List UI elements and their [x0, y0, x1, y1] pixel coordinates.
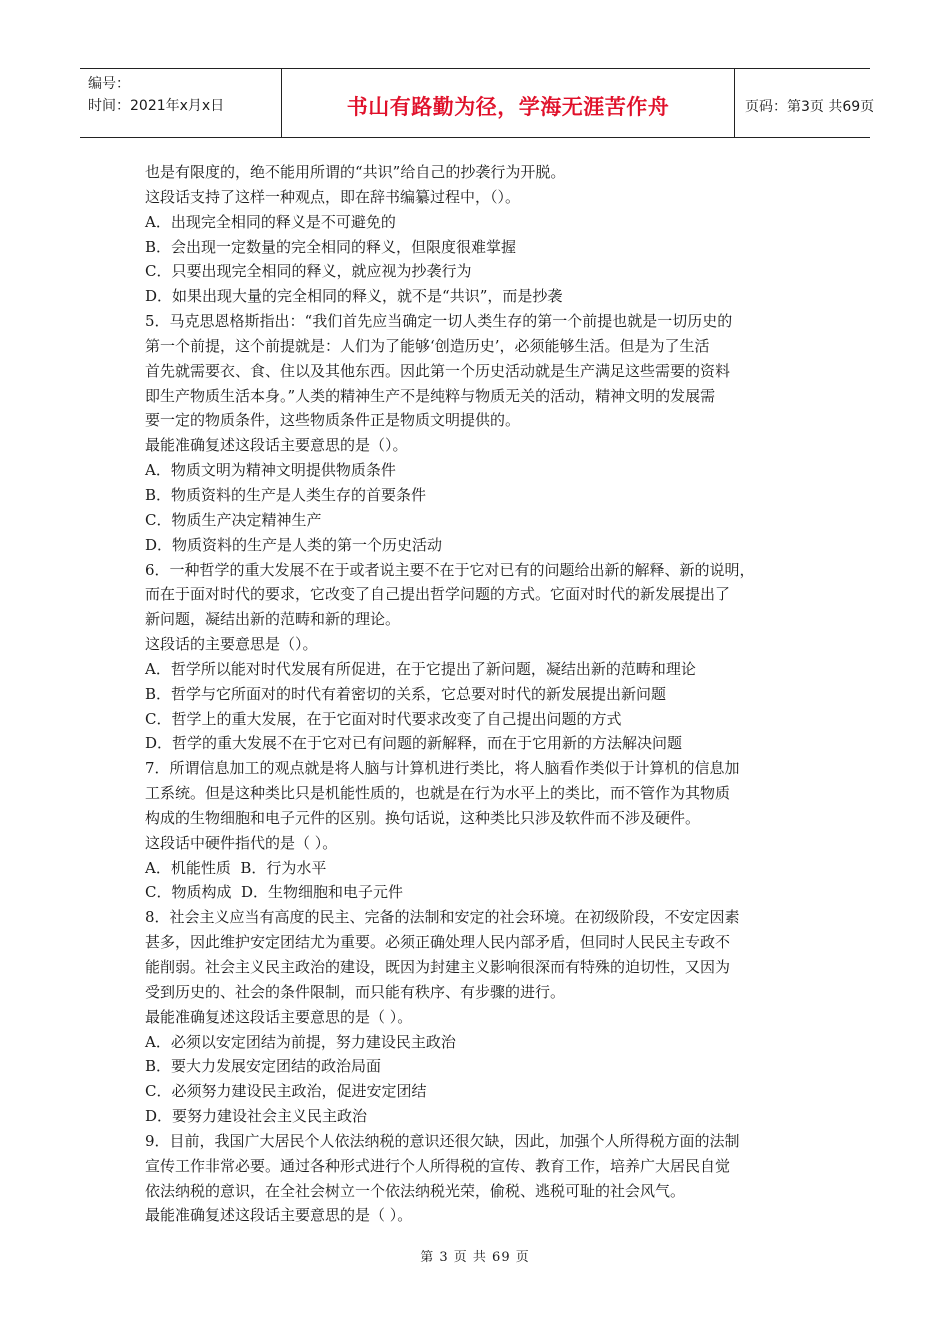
text-line: 6．一种哲学的重大发展不在于或者说主要不在于它对已有的问题给出新的解释、新的说明，: [145, 560, 755, 579]
text-line: A．哲学所以能对时代发展有所促进，在于它提出了新问题，凝结出新的范畴和理论: [145, 659, 696, 678]
text-line: 7．所谓信息加工的观点就是将人脑与计算机进行类比，将人脑看作类似于计算机的信息加: [145, 759, 740, 778]
page-footer: 第 3 页 共 69 页: [420, 1250, 530, 1265]
text-line: B．要大力发展安定团结的政治局面: [145, 1057, 382, 1076]
text-line: 受到历史的、社会的条件限制，而只能有秩序、有步骤的进行。: [145, 982, 566, 1001]
text-line: 首先就需要衣、食、住以及其他东西。因此第一个历史活动就是生产满足这些需要的资料: [145, 361, 731, 380]
text-line: A．出现完全相同的释义是不可避免的: [145, 212, 396, 231]
text-line: 甚多，因此维护安定团结尤为重要。必须正确处理人民内部矛盾，但同时人民民主专政不: [145, 933, 731, 952]
text-line: B．会出现一定数量的完全相同的释义，但限度很难掌握: [145, 237, 517, 256]
text-line: 最能准确复述这段话主要意思的是（）。: [145, 436, 408, 455]
text-line: B．哲学与它所面对的时代有着密切的关系，它总要对时代的新发展提出新问题: [145, 684, 667, 703]
text-line: C．必须努力建设民主政治，促进安定团结: [145, 1082, 427, 1101]
document-body: [145, 160, 815, 1228]
text-line: 这段话的主要意思是（）。: [145, 635, 318, 654]
text-line: 依法纳税的意识，在全社会树立一个依法纳税光荣，偷税、逃税可耻的社会风气。: [145, 1181, 686, 1200]
text-line: C．物质生产决定精神生产: [145, 510, 322, 529]
text-line: 这段话支持了这样一种观点，即在辞书编纂过程中，（）。: [145, 187, 521, 206]
page-header: [80, 68, 875, 138]
header-page-label: 页码：第3页 共69页: [745, 99, 875, 115]
text-line: A．必须以安定团结为前提，努力建设民主政治: [145, 1032, 456, 1051]
header-meta: [80, 69, 282, 137]
text-line: 第一个前提，这个前提就是：人们为了能够‘创造历史’，必须能够生活。但是为了生活: [145, 336, 710, 355]
text-line: A．机能性质 B．行为水平: [145, 858, 327, 877]
text-line: A．物质文明为精神文明提供物质条件: [145, 461, 396, 480]
text-line: 9．目前，我国广大居民个人依法纳税的意识还很欠缺，因此，加强个人所得税方面的法制: [145, 1131, 740, 1150]
text-line: 8．社会主义应当有高度的民主、完备的法制和安定的社会环境。在初级阶段，不安定因素: [145, 908, 740, 927]
date-label: 时间：2021年x月x日: [88, 98, 225, 114]
text-line: C．只要出现完全相同的释义，就应视为抄袭行为: [145, 262, 472, 281]
text-line: 能削弱。社会主义民主政治的建设，既因为封建主义影响很深而有特殊的迫切性，又因为: [145, 958, 731, 976]
text-line: D．哲学的重大发展不在于它对已有问题的新解释，而在于它用新的方法解决问题: [145, 734, 683, 753]
text-line: 也是有限度的，绝不能用所谓的“共识”给自己的抄袭行为开脱。: [145, 163, 566, 181]
text-line: C．哲学上的重大发展，在于它面对时代要求改变了自己提出问题的方式: [145, 709, 622, 728]
number-label: 编号：: [88, 76, 130, 92]
text-line: B．物质资料的生产是人类生存的首要条件: [145, 485, 427, 504]
text-line: 工系统。但是这种类比只是机能性质的，也就是在行为水平上的类比，而不管作为其物质: [145, 784, 731, 803]
text-line: 要一定的物质条件，这些物质条件正是物质文明提供的。: [145, 411, 521, 430]
text-line: 最能准确复述这段话主要意思的是（ ）。: [145, 1007, 413, 1026]
text-line: 最能准确复述这段话主要意思的是（ ）。: [145, 1206, 413, 1225]
text-line: D．如果出现大量的完全相同的释义，就不是“共识”，而是抄袭: [145, 287, 563, 306]
text-line: 新问题，凝结出新的范畴和新的理论。: [145, 610, 401, 629]
text-line: D．要努力建设社会主义民主政治: [145, 1107, 368, 1126]
text-line: 宣传工作非常必要。通过各种形式进行个人所得税的宣传、教育工作，培养广大居民自觉: [145, 1156, 731, 1175]
text-line: 即生产物质生活本身。”人类的精神生产不是纯粹与物质无关的活动，精神文明的发展需: [145, 386, 716, 405]
text-line: C．物质构成 D．生物细胞和电子元件: [145, 883, 404, 902]
text-line: 这段话中硬件指代的是（ ）。: [145, 833, 338, 852]
text-line: D．物质资料的生产是人类的第一个历史活动: [145, 535, 443, 554]
text-line: 5．马克思恩格斯指出：“我们首先应当确定一切人类生存的第一个前提也就是一切历史的: [145, 312, 733, 331]
text-line: 构成的生物细胞和电子元件的区别。换句话说，这种类比只涉及软件而不涉及硬件。: [145, 808, 701, 827]
header-motto: 书山有路勤为径，学海无涯苦作舟: [282, 69, 735, 137]
text-line: 而在于面对时代的要求，它改变了自己提出哲学问题的方式。它面对时代的新发展提出了: [145, 585, 731, 604]
